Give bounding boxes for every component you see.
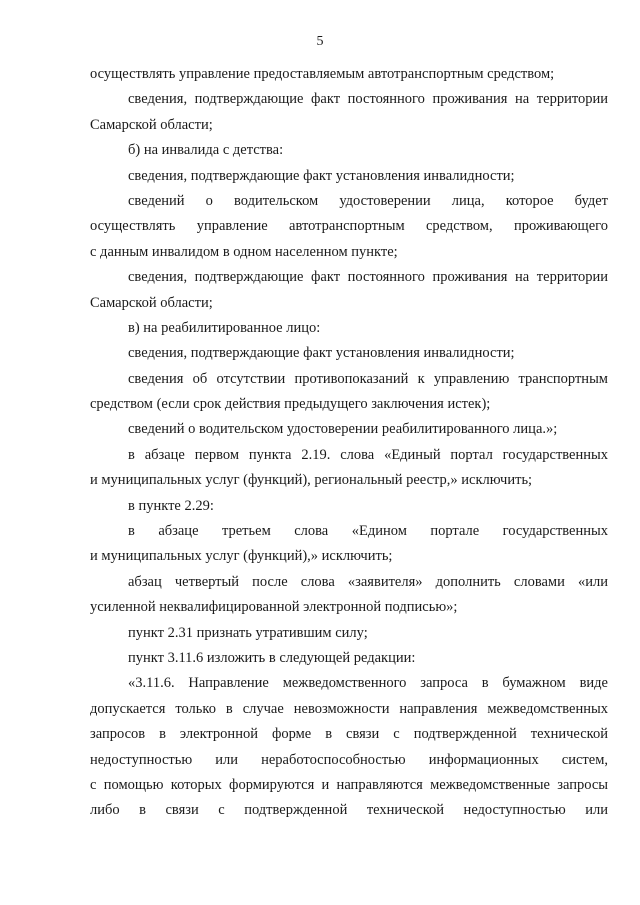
text-line: сведений о водительском удостоверении лица, которое будет bbox=[128, 192, 608, 209]
text-line: осуществлять управление предоставляемым автотранспортным средством; bbox=[90, 66, 555, 82]
text-line: Самарской области; bbox=[90, 116, 213, 133]
text-line: пункт 2.31 признать утратившим силу; bbox=[128, 624, 368, 641]
paragraph bbox=[90, 265, 608, 316]
text-line: усиленной неквалифицированной электронной подписью»; bbox=[90, 599, 458, 616]
paragraph bbox=[90, 621, 608, 646]
text-line: в пункте 2.29: bbox=[128, 497, 214, 514]
text-line: б) на инвалида с детства: bbox=[128, 142, 284, 159]
paragraph bbox=[90, 62, 608, 87]
paragraph bbox=[90, 570, 608, 621]
text-line: недоступностью или неработоспособностью информационных систем, bbox=[90, 751, 608, 768]
text-line: в абзаце третьем слова «Едином портале государственных bbox=[128, 523, 608, 540]
text-line: пункт 3.11.6 изложить в следующей редакции: bbox=[128, 649, 416, 666]
paragraph bbox=[90, 443, 608, 494]
text-line: с данным инвалидом в одном населенном пункте; bbox=[90, 243, 398, 260]
paragraph bbox=[90, 341, 608, 366]
paragraph bbox=[90, 316, 608, 341]
text-line: средством (если срок действия предыдущего заключения истек); bbox=[90, 396, 491, 413]
text-line: либо в связи с подтвержденной технической недоступностью или bbox=[90, 802, 608, 819]
page-number: 5 bbox=[316, 34, 324, 49]
text-line: «3.11.6. Направление межведомственного запроса в бумажном виде bbox=[128, 675, 608, 692]
text-line: сведения, подтверждающие факт постоянного проживания на территории bbox=[128, 91, 608, 108]
text-line: в) на реабилитированное лицо: bbox=[128, 319, 321, 336]
document-body bbox=[90, 62, 608, 824]
text-line: и муниципальных услуг (функций), региональный реестр,» исключить; bbox=[90, 472, 533, 489]
paragraph bbox=[90, 646, 608, 671]
text-line: Самарской области; bbox=[90, 294, 213, 311]
text-line: сведения, подтверждающие факт установления инвалидности; bbox=[128, 345, 515, 362]
text-line: абзац четвертый после слова «заявителя» дополнить словами «или bbox=[128, 573, 608, 590]
paragraph bbox=[90, 417, 608, 442]
text-line: с помощью которых формируются и направляются межведомственные запросы bbox=[90, 776, 608, 793]
paragraph bbox=[90, 519, 608, 570]
paragraph bbox=[90, 164, 608, 189]
text-line: сведения, подтверждающие факт постоянного проживания на территории bbox=[128, 269, 608, 286]
text-line: сведения, подтверждающие факт установления инвалидности; bbox=[128, 167, 515, 184]
paragraph bbox=[90, 367, 608, 418]
text-line: осуществлять управление автотранспортным средством, проживающего bbox=[90, 218, 608, 235]
text-line: запросов в электронной форме в связи с подтвержденной технической bbox=[90, 726, 608, 743]
text-line: в абзаце первом пункта 2.19. слова «Единый портал государственных bbox=[128, 446, 608, 463]
text-line: сведения об отсутствии противопоказаний к управлению транспортным bbox=[128, 370, 608, 387]
paragraph bbox=[90, 138, 608, 163]
paragraph bbox=[90, 671, 608, 823]
paragraph bbox=[90, 87, 608, 138]
text-line: и муниципальных услуг (функций),» исключить; bbox=[90, 548, 393, 565]
text-line: сведений о водительском удостоверении реабилитированного лица.»; bbox=[128, 421, 558, 438]
text-line: допускается только в случае невозможности направления межведомственных bbox=[90, 700, 608, 717]
paragraph bbox=[90, 189, 608, 265]
paragraph bbox=[90, 494, 608, 519]
